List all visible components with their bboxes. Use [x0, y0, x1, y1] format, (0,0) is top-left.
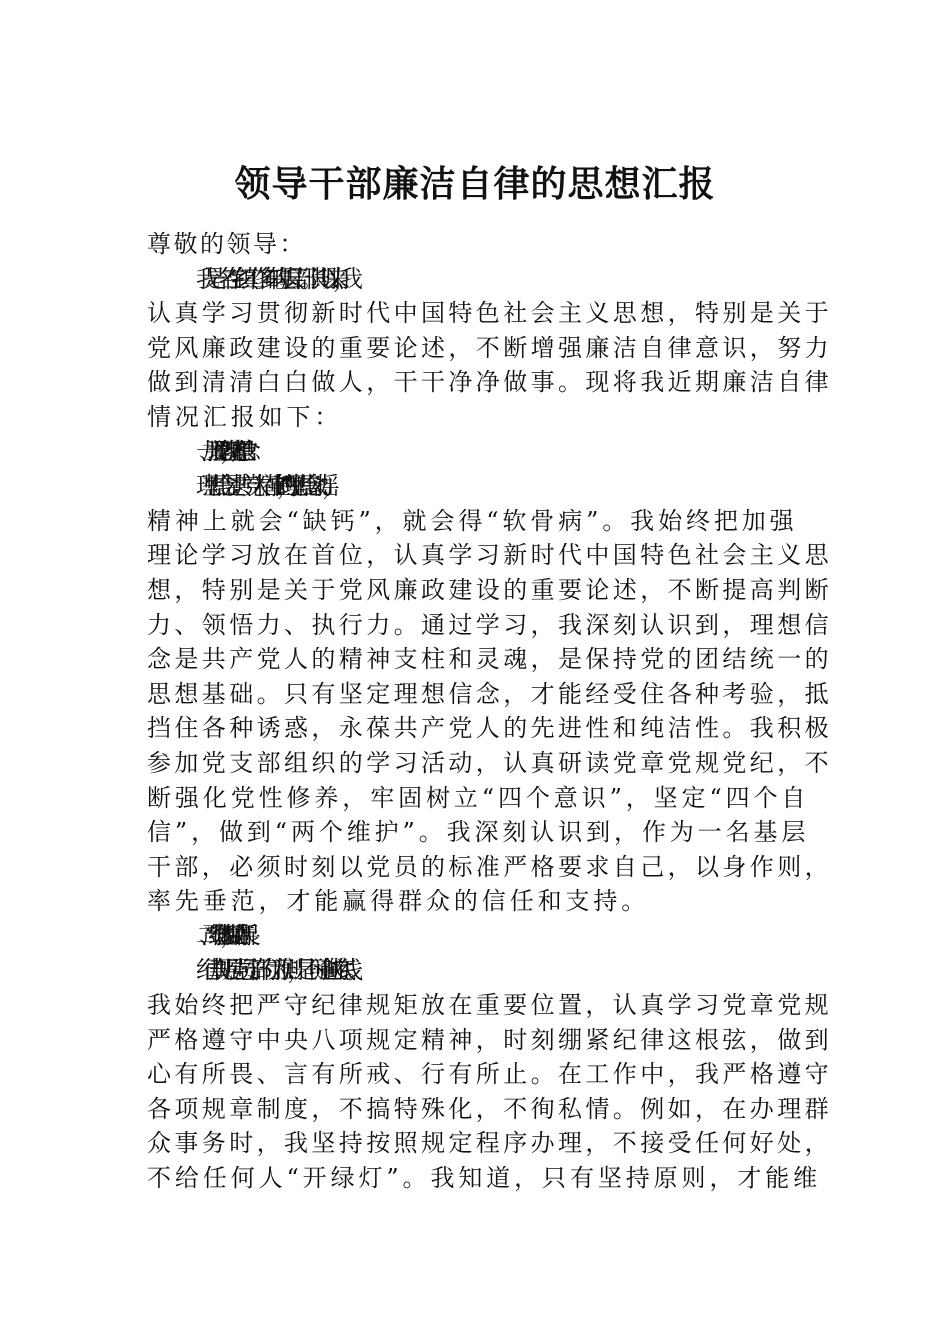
document-title: 领导干部廉洁自律的思想汇报 — [234, 163, 716, 205]
paragraph-line: 纪律规矩是党员干部的行为准则，是不可逾越的底线。 — [196, 956, 352, 985]
paragraph-line: 信”，做到“两个维护”。我深刻认识到，作为一名基层 — [147, 818, 810, 847]
paragraph-line: 挡住各种诱惑，永葆共产党人的先进性和纯洁性。我积极 — [147, 714, 832, 743]
paragraph-line: 念是共产党人的精神支柱和灵魂，是保持党的团结统一的 — [147, 645, 832, 674]
section-heading: 一、加强理论学习，坚定理想信念 — [196, 438, 241, 465]
paragraph-line: 思想基础。只有坚定理想信念，才能经受住各种考验，抵 — [147, 679, 832, 708]
paragraph-line: 严格遵守中央八项规定精神，时刻绷紧纪律这根弦，做到 — [147, 1025, 832, 1054]
paragraph-line: 不给任何人“开绿灯”。我知道，只有坚持原则，才能维 — [147, 1164, 822, 1193]
paragraph-line: 我是一名在乡镇工作多年的基层干部。长期以来，我 — [196, 264, 346, 293]
paragraph-line: 各项规章制度，不搞特殊化，不徇私情。例如，在办理群 — [147, 1094, 832, 1123]
paragraph-line: 党风廉政建设的重要论述，不断增强廉洁自律意识，努力 — [147, 333, 832, 362]
paragraph-line: 断强化党性修养，牢固树立“四个意识”，坚定“四个自 — [147, 783, 810, 812]
paragraph-line: 做到清清白白做人，干干净净做事。现将我近期廉洁自律 — [147, 368, 832, 397]
paragraph-line: 理想信念是共产党人精神上的“钙”，理想信念动摇， — [196, 472, 329, 501]
paragraph-line: 力、领悟力、执行力。通过学习，我深刻认识到，理想信 — [147, 610, 832, 639]
paragraph-line: 理论学习放在首位，认真学习新时代中国特色社会主义思 — [147, 541, 832, 570]
paragraph-line: 率先垂范，才能赢得群众的信任和支持。 — [147, 887, 650, 916]
paragraph-line: 干部，必须时刻以党员的标准严格要求自己，以身作则， — [147, 852, 832, 881]
paragraph-line: 众事务时，我坚持按照规定程序办理，不接受任何好处， — [147, 1129, 832, 1158]
body-lines — [147, 262, 837, 1196]
section-heading: 二、严守纪律规矩，做到心有所畏 — [196, 922, 241, 949]
salutation: 尊敬的领导： — [147, 230, 306, 258]
document-body — [147, 227, 837, 1196]
paragraph-line: 精神上就会“缺钙”，就会得“软骨病”。我始终把加强 — [147, 506, 798, 535]
paragraph-line: 心有所畏、言有所戒、行有所止。在工作中，我严格遵守 — [147, 1060, 832, 1089]
paragraph-line: 参加党支部组织的学习活动，认真研读党章党规党纪，不 — [147, 748, 832, 777]
paragraph-line: 情况汇报如下： — [147, 402, 343, 431]
paragraph-line: 想，特别是关于党风廉政建设的重要论述，不断提高判断 — [147, 575, 832, 604]
paragraph-line: 认真学习贯彻新时代中国特色社会主义思想，特别是关于 — [147, 299, 832, 328]
paragraph-line: 我始终把严守纪律规矩放在重要位置，认真学习党章党规 — [147, 991, 832, 1020]
